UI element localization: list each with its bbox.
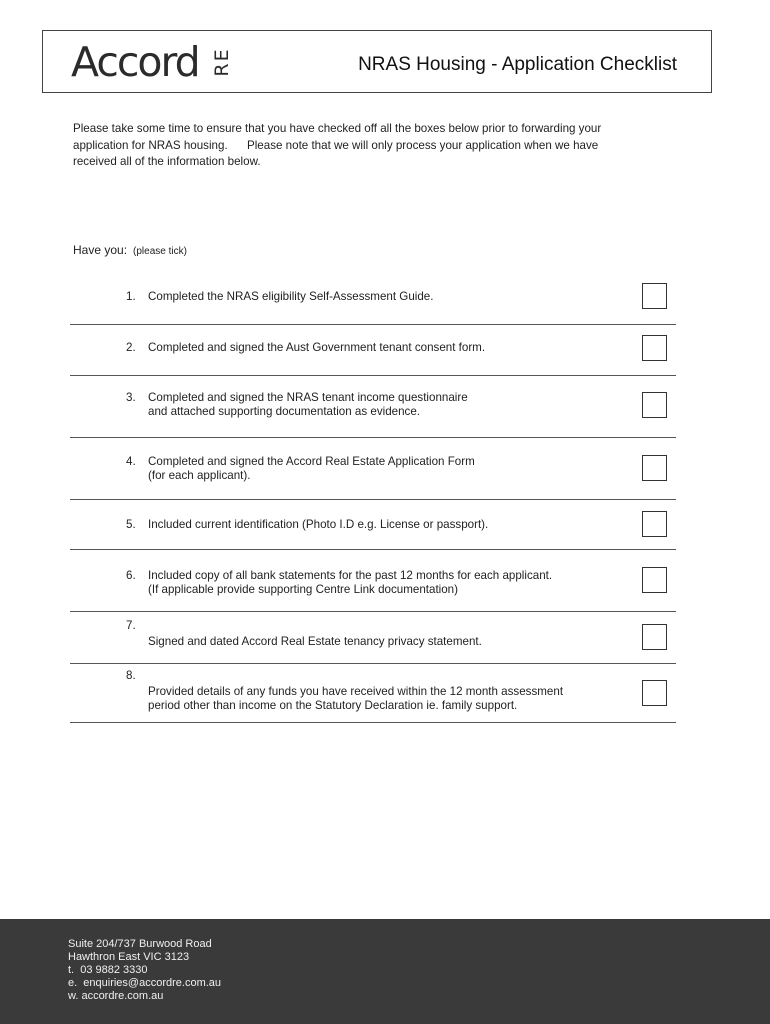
divider xyxy=(70,549,676,550)
item-number: 6. xyxy=(126,569,136,582)
item-text xyxy=(126,669,563,713)
checkbox-item-3[interactable] xyxy=(642,392,667,418)
intro-line: Please take some time to ensure that you have checked off all the boxes below prior to forwarding your xyxy=(73,122,602,135)
item-text xyxy=(126,455,475,483)
item-text xyxy=(126,341,485,355)
intro-line: application for NRAS housing. Please note that we will only process your application when we have xyxy=(73,138,599,152)
footer-address-line: Suite 204/737 Burwood Road xyxy=(68,938,212,950)
divider xyxy=(70,499,676,500)
item-number: 2. xyxy=(126,341,136,354)
item-label-continued: period other than income on the Statutory Declaration ie. family support. xyxy=(148,699,518,712)
item-text xyxy=(126,290,433,304)
intro-paragraph xyxy=(73,121,653,171)
item-label: Completed and signed the Aust Government tenant consent form. xyxy=(148,341,486,354)
have-you-prompt xyxy=(73,243,187,257)
checkbox-item-6[interactable] xyxy=(642,567,667,593)
item-text xyxy=(126,518,488,532)
item-label: Signed and dated Accord Real Estate tenancy privacy statement. xyxy=(148,635,482,648)
item-label-continued: and attached supporting documentation as evidence. xyxy=(148,405,421,418)
footer-website[interactable]: w. accordre.com.au xyxy=(68,990,164,1002)
logo-wordmark: Accord xyxy=(71,37,199,86)
divider xyxy=(70,722,676,723)
footer-email[interactable]: e. enquiries@accordre.com.au xyxy=(68,977,222,989)
item-text xyxy=(126,569,552,597)
item-label: Included copy of all bank statements for the past 12 months for each applicant. xyxy=(148,569,553,582)
divider xyxy=(70,663,676,664)
item-number: 3. xyxy=(126,391,136,404)
item-label: Completed and signed the NRAS tenant income questionnaire xyxy=(148,391,468,404)
footer-phone: t. 03 9882 3330 xyxy=(68,964,148,976)
item-label: Included current identification (Photo I.D e.g. License or passport). xyxy=(148,518,489,531)
tick-hint: (please tick) xyxy=(133,246,187,257)
item-number: 7. xyxy=(126,619,136,632)
divider xyxy=(70,437,676,438)
checkbox-item-1[interactable] xyxy=(642,283,667,309)
checkbox-item-4[interactable] xyxy=(642,455,667,481)
checkbox-item-2[interactable] xyxy=(642,335,667,361)
divider xyxy=(70,324,676,325)
contact-details xyxy=(68,938,221,1003)
divider xyxy=(70,375,676,376)
accord-logo xyxy=(71,39,241,85)
item-label-continued: (If applicable provide supporting Centre Link documentation) xyxy=(148,583,458,596)
item-number: 1. xyxy=(126,290,136,303)
checkbox-item-7[interactable] xyxy=(642,624,667,650)
footer-address-line: Hawthron East VIC 3123 xyxy=(68,951,190,963)
document-title: NRAS Housing - Application Checklist xyxy=(358,54,677,75)
have-you-label: Have you: xyxy=(73,243,128,257)
header-box xyxy=(42,30,712,93)
divider xyxy=(70,611,676,612)
intro-line: received all of the information below. xyxy=(73,155,261,168)
item-number: 4. xyxy=(126,455,136,468)
checkbox-item-8[interactable] xyxy=(642,680,667,706)
footer xyxy=(0,919,770,1024)
item-label-continued: (for each applicant). xyxy=(148,469,251,482)
item-number: 5. xyxy=(126,518,136,531)
item-text xyxy=(126,619,482,649)
logo-suffix: RE xyxy=(210,47,233,77)
item-label: Completed the NRAS eligibility Self-Assessment Guide. xyxy=(148,290,434,303)
checkbox-item-5[interactable] xyxy=(642,511,667,537)
item-number: 8. xyxy=(126,669,136,682)
item-label: Completed and signed the Accord Real Estate Application Form xyxy=(148,455,475,468)
item-label: Provided details of any funds you have received within the 12 month assessment xyxy=(148,685,564,698)
item-text xyxy=(126,391,468,419)
